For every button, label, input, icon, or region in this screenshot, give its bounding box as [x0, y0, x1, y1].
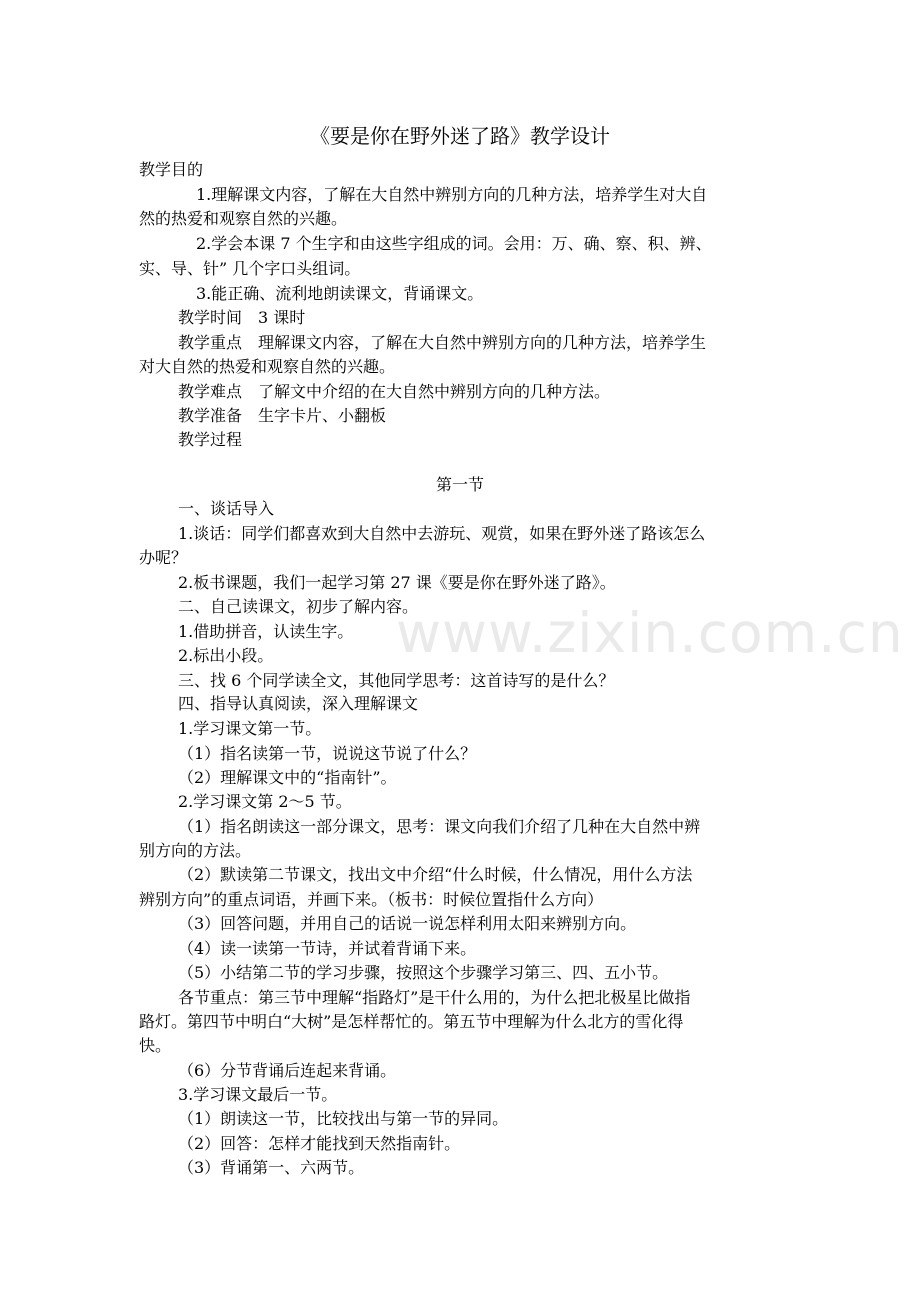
step-heading: 四、指导认真阅读，深入理解课文 — [178, 694, 419, 713]
paragraph-line: 辨别方向”的重点词语，并画下来。（板书：时候位置指什么方向） — [139, 890, 604, 909]
paragraph-line: 2.标出小段。 — [178, 646, 274, 665]
teaching-process-heading: 教学过程 — [178, 430, 243, 449]
paragraph-line: （2）默读第二节课文，找出文中介绍“什么时候，什么情况，用什么方法 — [178, 865, 693, 884]
paragraph-line: 3.能正确、流利地朗读课文，背诵课文。 — [196, 284, 484, 303]
step-heading: 一、谈话导入 — [178, 499, 275, 518]
paragraph-line: （1）指名朗读这一部分课文，思考：课文向我们介绍了几种在大自然中辨 — [178, 817, 701, 836]
paragraph-line: （2）回答：怎样才能找到天然指南针。 — [178, 1134, 461, 1153]
paragraph-line: 别方向的方法。 — [139, 841, 252, 860]
paragraph-line: （2）理解课文中的“指南针”。 — [178, 768, 397, 787]
paragraph-line: 然的热爱和观察自然的兴趣。 — [139, 209, 348, 228]
paragraph-line: 3.学习课文最后一节。 — [178, 1085, 338, 1104]
paragraph-line: （1）指名读第一节，说说这节说了什么？ — [178, 744, 477, 763]
watermark-text: www.zixin.com.cn — [396, 601, 904, 665]
paragraph-line: 1.理解课文内容，了解在大自然中辨别方向的几种方法，培养学生对大自 — [196, 185, 708, 204]
paragraph-line: （3）回答问题，并用自己的话说一说怎样利用太阳来辨别方向。 — [178, 914, 637, 933]
paragraph-line: 对大自然的热爱和观察自然的兴趣。 — [139, 357, 396, 376]
paragraph-line: 办呢？ — [139, 548, 188, 567]
paragraph-line: 各节重点：第三节中理解“指路灯”是干什么用的，为什么把北极星比做指 — [178, 988, 691, 1007]
teaching-difficulty-line: 教学难点 了解文中介绍的在大自然中辨别方向的几种方法。 — [178, 382, 611, 401]
teaching-time-line: 教学时间 3 课时 — [178, 308, 306, 327]
paragraph-line: （3）背诵第一、六两节。 — [178, 1158, 365, 1177]
paragraph-line: （6）分节背诵后连起来背诵。 — [178, 1061, 397, 1080]
paragraph-line: 快。 — [139, 1036, 172, 1055]
paragraph-line: 路灯。第四节中明白“大树”是怎样帮忙的。第五节中理解为什么北方的雪化得 — [139, 1012, 684, 1031]
paragraph-line: 1.学习课文第一节。 — [178, 719, 322, 738]
paragraph-line: 实、导、针” 几个字口头组词。 — [139, 259, 361, 278]
paragraph-line: 1.谈话：同学们都喜欢到大自然中去游玩、观赏，如果在野外迷了路该怎么 — [178, 524, 706, 543]
paragraph-line: （1）朗读这一节，比较找出与第一节的异同。 — [178, 1109, 509, 1128]
paragraph-line: 2.板书课题，我们一起学习第 27 课《要是你在野外迷了路》。 — [178, 573, 616, 592]
paragraph-line: 2.学会本课 7 个生字和由这些字组成的词。会用：万、确、察、积、辨、 — [196, 234, 712, 253]
paragraph-line: 2.学习课文第 2～5 节。 — [178, 792, 352, 811]
lesson-heading: 第一节 — [435, 475, 484, 494]
step-heading: 二、自己读课文，初步了解内容。 — [178, 597, 419, 616]
paragraph-line: 1.借助拼音，认读生字。 — [178, 622, 354, 641]
section-heading-objectives: 教学目的 — [139, 160, 204, 179]
teaching-prep-line: 教学准备 生字卡片、小翻板 — [178, 406, 387, 425]
teaching-focus-line: 教学重点 理解课文内容，了解在大自然中辨别方向的几种方法，培养学生 — [178, 333, 707, 352]
paragraph-line: （5）小结第二节的学习步骤，按照这个步骤学习第三、四、五小节。 — [178, 963, 669, 982]
paragraph-line: （4）读一读第一节诗，并试着背诵下来。 — [178, 939, 477, 958]
document-title: 《要是你在野外迷了路》教学设计 — [310, 124, 610, 148]
step-heading: 三、找 6 个同学读全文，其他同学思考：这首诗写的是什么？ — [178, 671, 615, 690]
